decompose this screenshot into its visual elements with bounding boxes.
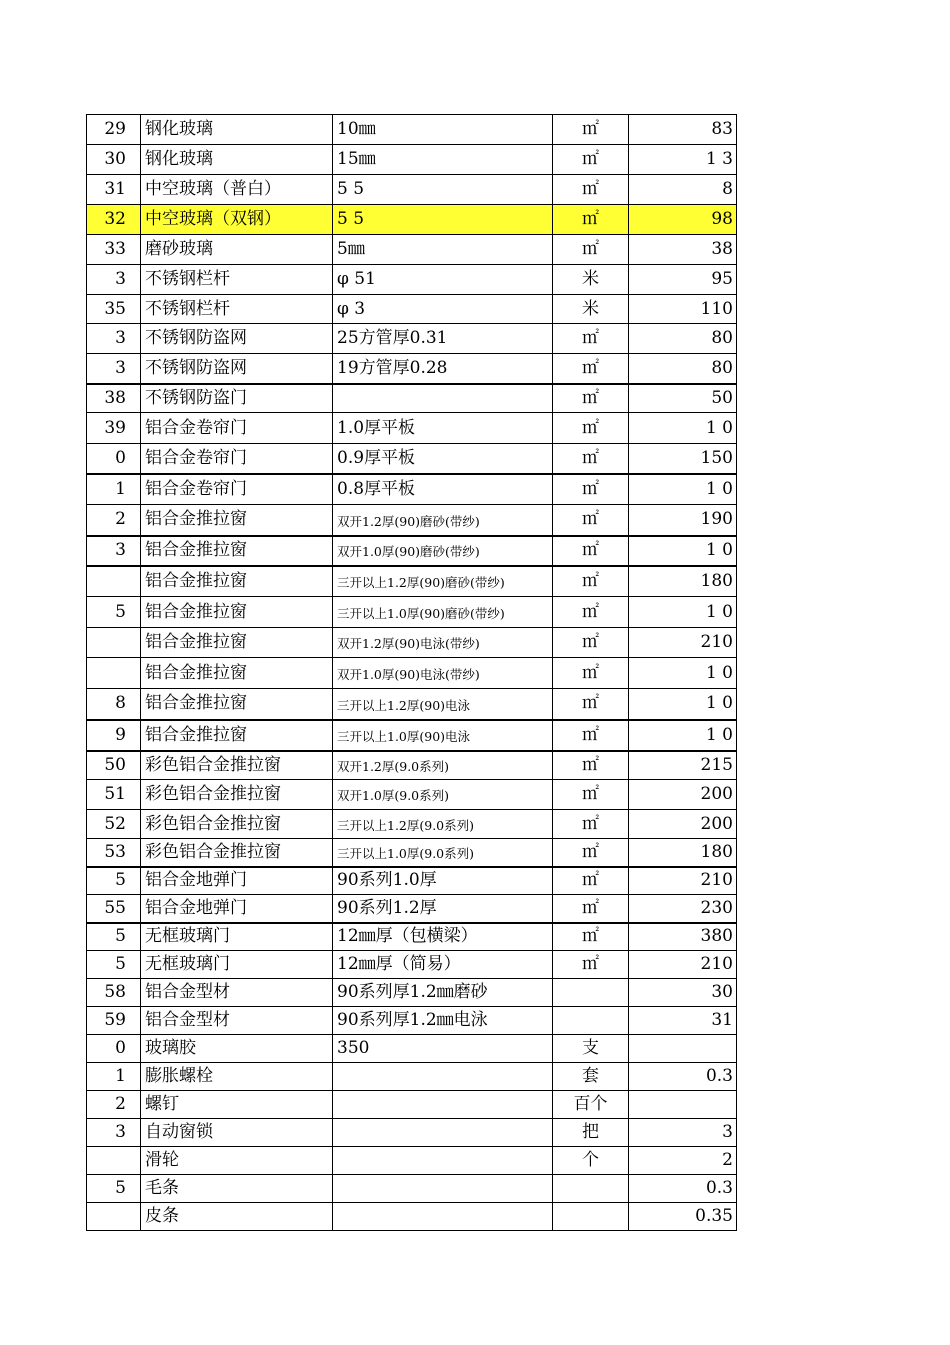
- cell-no: 5: [87, 867, 141, 895]
- cell-price: 50: [629, 384, 737, 413]
- cell-unit: 米: [553, 295, 629, 324]
- cell-price: 210: [629, 951, 737, 979]
- cell-no: [87, 1147, 141, 1175]
- cell-name: 中空玻璃（双钢）: [141, 205, 333, 235]
- cell-no: 55: [87, 895, 141, 923]
- table-row: [87, 354, 737, 384]
- cell-name: 螺钉: [141, 1091, 333, 1119]
- cell-no: 1: [87, 1063, 141, 1091]
- table-row: [87, 689, 737, 720]
- table-row: [87, 895, 737, 923]
- cell-price: 0.3: [629, 1175, 737, 1203]
- cell-name: 不锈钢防盗网: [141, 324, 333, 354]
- table-row: [87, 324, 737, 354]
- cell-spec: 三开以上1.0厚(90)电泳: [333, 720, 553, 751]
- cell-spec: 12㎜厚（简易）: [333, 951, 553, 979]
- cell-no: 2: [87, 1091, 141, 1119]
- cell-spec: [333, 1063, 553, 1091]
- cell-price: [629, 1035, 737, 1063]
- cell-unit: [553, 1007, 629, 1035]
- cell-spec: 5㎜: [333, 235, 553, 265]
- cell-name: 铝合金推拉窗: [141, 658, 333, 689]
- cell-spec: 90系列1.2厚: [333, 895, 553, 923]
- cell-no: 50: [87, 751, 141, 780]
- cell-unit: [553, 979, 629, 1007]
- table-row: [87, 951, 737, 979]
- table-row: [87, 597, 737, 628]
- cell-unit: ㎡: [553, 689, 629, 720]
- cell-price: 31: [629, 1007, 737, 1035]
- table-row: [87, 566, 737, 597]
- cell-price: 210: [629, 867, 737, 895]
- cell-no: 8: [87, 689, 141, 720]
- cell-price: 110: [629, 295, 737, 324]
- table-row: [87, 265, 737, 295]
- cell-name: 铝合金推拉窗: [141, 597, 333, 628]
- cell-spec: 三开以上1.2厚(90)电泳: [333, 689, 553, 720]
- cell-no: 2: [87, 505, 141, 536]
- table-row: [87, 1035, 737, 1063]
- cell-unit: ㎡: [553, 444, 629, 474]
- table-row: [87, 1063, 737, 1091]
- cell-no: 31: [87, 175, 141, 205]
- cell-spec: [333, 1147, 553, 1175]
- cell-name: 彩色铝合金推拉窗: [141, 751, 333, 780]
- cell-no: 0: [87, 1035, 141, 1063]
- cell-spec: 90系列1.0厚: [333, 867, 553, 895]
- cell-unit: ㎡: [553, 951, 629, 979]
- table-row: [87, 536, 737, 566]
- cell-unit: ㎡: [553, 384, 629, 413]
- cell-price: 30: [629, 979, 737, 1007]
- cell-unit: ㎡: [553, 597, 629, 628]
- cell-price: 2: [629, 1147, 737, 1175]
- cell-spec: 三开以上1.0厚(90)磨砂(带纱): [333, 597, 553, 628]
- cell-unit: ㎡: [553, 810, 629, 839]
- cell-name: 铝合金地弹门: [141, 867, 333, 895]
- cell-unit: ㎡: [553, 205, 629, 235]
- cell-no: 3: [87, 265, 141, 295]
- cell-unit: ㎡: [553, 566, 629, 597]
- cell-name: 中空玻璃（普白）: [141, 175, 333, 205]
- cell-no: 51: [87, 780, 141, 810]
- cell-spec: 三开以上1.2厚(90)磨砂(带纱): [333, 566, 553, 597]
- cell-unit: ㎡: [553, 839, 629, 867]
- cell-no: 32: [87, 205, 141, 235]
- cell-spec: 1.0厚平板: [333, 413, 553, 444]
- cell-no: 39: [87, 413, 141, 444]
- cell-price: 215: [629, 751, 737, 780]
- cell-unit: ㎡: [553, 658, 629, 689]
- cell-spec: 90系列厚1.2㎜电泳: [333, 1007, 553, 1035]
- cell-price: 8: [629, 175, 737, 205]
- table-row: [87, 235, 737, 265]
- cell-name: 铝合金型材: [141, 1007, 333, 1035]
- table-row: [87, 474, 737, 505]
- cell-price: 83: [629, 115, 737, 145]
- cell-no: 1: [87, 474, 141, 505]
- cell-name: 自动窗锁: [141, 1119, 333, 1147]
- cell-no: [87, 658, 141, 689]
- cell-no: 3: [87, 1119, 141, 1147]
- table-row: [87, 839, 737, 867]
- cell-name: 不锈钢防盗网: [141, 354, 333, 384]
- cell-unit: 套: [553, 1063, 629, 1091]
- cell-no: 0: [87, 444, 141, 474]
- table-row: [87, 923, 737, 951]
- cell-unit: ㎡: [553, 505, 629, 536]
- cell-no: 3: [87, 324, 141, 354]
- cell-spec: 双开1.0厚(90)电泳(带纱): [333, 658, 553, 689]
- cell-unit: ㎡: [553, 628, 629, 658]
- cell-spec: 12㎜厚（包横梁）: [333, 923, 553, 951]
- table-row: [87, 979, 737, 1007]
- cell-price: 180: [629, 566, 737, 597]
- cell-unit: ㎡: [553, 536, 629, 566]
- cell-name: 铝合金推拉窗: [141, 536, 333, 566]
- cell-price: 200: [629, 780, 737, 810]
- cell-spec: 5 5: [333, 205, 553, 235]
- cell-name: 钢化玻璃: [141, 115, 333, 145]
- table-row: [87, 628, 737, 658]
- cell-spec: 15㎜: [333, 145, 553, 175]
- cell-price: 1 0: [629, 536, 737, 566]
- cell-name: 不锈钢防盗门: [141, 384, 333, 413]
- table-row: [87, 1175, 737, 1203]
- table-row: [87, 295, 737, 324]
- cell-unit: ㎡: [553, 235, 629, 265]
- table-row: [87, 384, 737, 413]
- cell-no: 9: [87, 720, 141, 751]
- cell-spec: 三开以上1.0厚(9.0系列): [333, 839, 553, 867]
- cell-no: 5: [87, 951, 141, 979]
- cell-spec: 10㎜: [333, 115, 553, 145]
- cell-unit: 支: [553, 1035, 629, 1063]
- cell-spec: [333, 1091, 553, 1119]
- cell-unit: ㎡: [553, 751, 629, 780]
- cell-name: 皮条: [141, 1203, 333, 1231]
- table-row: [87, 413, 737, 444]
- table-row: [87, 505, 737, 536]
- cell-spec: 90系列厚1.2㎜磨砂: [333, 979, 553, 1007]
- cell-price: 3: [629, 1119, 737, 1147]
- cell-no: 53: [87, 839, 141, 867]
- cell-name: 彩色铝合金推拉窗: [141, 839, 333, 867]
- cell-name: 铝合金卷帘门: [141, 474, 333, 505]
- cell-no: 58: [87, 979, 141, 1007]
- price-table: [86, 114, 737, 1231]
- cell-unit: ㎡: [553, 895, 629, 923]
- cell-name: 玻璃胶: [141, 1035, 333, 1063]
- cell-price: 190: [629, 505, 737, 536]
- cell-name: 铝合金卷帘门: [141, 413, 333, 444]
- cell-name: 铝合金地弹门: [141, 895, 333, 923]
- cell-spec: 双开1.0厚(90)磨砂(带纱): [333, 536, 553, 566]
- cell-name: 滑轮: [141, 1147, 333, 1175]
- cell-no: 5: [87, 597, 141, 628]
- cell-no: [87, 628, 141, 658]
- cell-price: 210: [629, 628, 737, 658]
- table-row: [87, 1091, 737, 1119]
- cell-unit: 个: [553, 1147, 629, 1175]
- table-row: [87, 780, 737, 810]
- cell-unit: 百个: [553, 1091, 629, 1119]
- cell-price: 1 0: [629, 658, 737, 689]
- cell-spec: 5 5: [333, 175, 553, 205]
- table-row: [87, 751, 737, 780]
- cell-no: [87, 1203, 141, 1231]
- cell-spec: 350: [333, 1035, 553, 1063]
- cell-spec: 三开以上1.2厚(9.0系列): [333, 810, 553, 839]
- table-row: [87, 720, 737, 751]
- cell-name: 铝合金推拉窗: [141, 720, 333, 751]
- cell-no: 33: [87, 235, 141, 265]
- cell-unit: [553, 1203, 629, 1231]
- table-row: [87, 867, 737, 895]
- cell-spec: φ 51: [333, 265, 553, 295]
- cell-no: 30: [87, 145, 141, 175]
- cell-name: 铝合金推拉窗: [141, 566, 333, 597]
- cell-no: 35: [87, 295, 141, 324]
- cell-name: 彩色铝合金推拉窗: [141, 810, 333, 839]
- cell-name: 铝合金推拉窗: [141, 628, 333, 658]
- cell-name: 彩色铝合金推拉窗: [141, 780, 333, 810]
- cell-name: 无框玻璃门: [141, 923, 333, 951]
- cell-price: 95: [629, 265, 737, 295]
- cell-unit: ㎡: [553, 324, 629, 354]
- cell-name: 不锈钢栏杆: [141, 265, 333, 295]
- cell-no: 3: [87, 536, 141, 566]
- cell-name: 膨胀螺栓: [141, 1063, 333, 1091]
- cell-unit: ㎡: [553, 145, 629, 175]
- cell-price: 1 0: [629, 689, 737, 720]
- cell-spec: [333, 384, 553, 413]
- cell-name: 不锈钢栏杆: [141, 295, 333, 324]
- cell-price: 80: [629, 324, 737, 354]
- cell-price: 1 0: [629, 720, 737, 751]
- cell-price: 98: [629, 205, 737, 235]
- cell-price: 200: [629, 810, 737, 839]
- cell-no: 38: [87, 384, 141, 413]
- cell-unit: [553, 1175, 629, 1203]
- cell-name: 钢化玻璃: [141, 145, 333, 175]
- cell-spec: 双开1.0厚(9.0系列): [333, 780, 553, 810]
- table-row: [87, 175, 737, 205]
- cell-price: 1 0: [629, 474, 737, 505]
- cell-spec: [333, 1119, 553, 1147]
- table-row: [87, 1147, 737, 1175]
- table-row: [87, 1203, 737, 1231]
- cell-spec: 双开1.2厚(90)电泳(带纱): [333, 628, 553, 658]
- cell-name: 铝合金型材: [141, 979, 333, 1007]
- cell-name: 磨砂玻璃: [141, 235, 333, 265]
- table-row: [87, 205, 737, 235]
- cell-no: 5: [87, 923, 141, 951]
- cell-spec: 19方管厚0.28: [333, 354, 553, 384]
- table-row: [87, 658, 737, 689]
- cell-name: 铝合金推拉窗: [141, 689, 333, 720]
- cell-unit: 米: [553, 265, 629, 295]
- cell-no: 29: [87, 115, 141, 145]
- cell-price: [629, 1091, 737, 1119]
- cell-unit: ㎡: [553, 474, 629, 505]
- cell-no: [87, 566, 141, 597]
- cell-unit: ㎡: [553, 115, 629, 145]
- cell-no: 52: [87, 810, 141, 839]
- table-row: [87, 810, 737, 839]
- cell-no: 3: [87, 354, 141, 384]
- cell-price: 230: [629, 895, 737, 923]
- table-row: [87, 444, 737, 474]
- cell-spec: [333, 1175, 553, 1203]
- cell-spec: 双开1.2厚(90)磨砂(带纱): [333, 505, 553, 536]
- cell-name: 铝合金卷帘门: [141, 444, 333, 474]
- cell-name: 铝合金推拉窗: [141, 505, 333, 536]
- cell-spec: 双开1.2厚(9.0系列): [333, 751, 553, 780]
- cell-price: 380: [629, 923, 737, 951]
- cell-price: 150: [629, 444, 737, 474]
- cell-price: 0.35: [629, 1203, 737, 1231]
- cell-unit: ㎡: [553, 867, 629, 895]
- cell-unit: 把: [553, 1119, 629, 1147]
- cell-unit: ㎡: [553, 413, 629, 444]
- cell-price: 180: [629, 839, 737, 867]
- cell-unit: ㎡: [553, 923, 629, 951]
- table-row: [87, 1119, 737, 1147]
- cell-spec: [333, 1203, 553, 1231]
- table-row: [87, 1007, 737, 1035]
- cell-price: 0.3: [629, 1063, 737, 1091]
- cell-unit: ㎡: [553, 780, 629, 810]
- cell-name: 无框玻璃门: [141, 951, 333, 979]
- cell-price: 1 0: [629, 597, 737, 628]
- cell-name: 毛条: [141, 1175, 333, 1203]
- cell-no: 59: [87, 1007, 141, 1035]
- cell-price: 80: [629, 354, 737, 384]
- table-row: [87, 115, 737, 145]
- cell-unit: ㎡: [553, 175, 629, 205]
- cell-unit: ㎡: [553, 720, 629, 751]
- cell-price: 1 0: [629, 413, 737, 444]
- cell-spec: 25方管厚0.31: [333, 324, 553, 354]
- table-row: [87, 145, 737, 175]
- cell-price: 1 3: [629, 145, 737, 175]
- cell-spec: 0.9厚平板: [333, 444, 553, 474]
- cell-spec: φ 3: [333, 295, 553, 324]
- cell-price: 38: [629, 235, 737, 265]
- cell-spec: 0.8厚平板: [333, 474, 553, 505]
- cell-unit: ㎡: [553, 354, 629, 384]
- cell-no: 5: [87, 1175, 141, 1203]
